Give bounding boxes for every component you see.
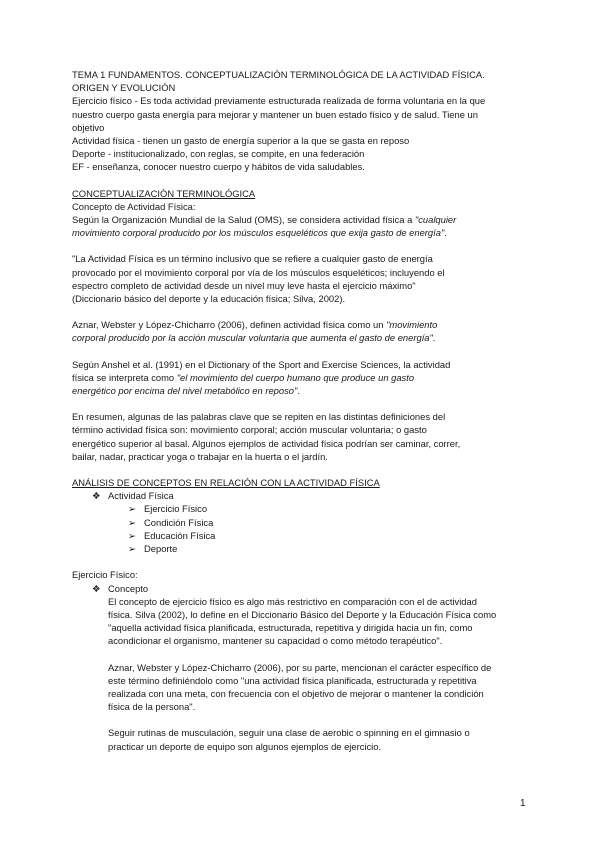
page-number: 1 xyxy=(520,798,526,809)
paragraph-line: practicar un deporte de equipo son algunos ejemplos de ejercicio. xyxy=(108,740,382,752)
document-page xyxy=(72,68,532,753)
intro-line: Ejercicio físico - Es toda actividad previamente estructurada realizada de forma voluntaria en la que xyxy=(72,95,486,107)
oms-definition-line: Según la Organización Mundial de la Salud (OMS), se considera actividad física a "cualquier xyxy=(72,214,457,226)
summary-line: término actividad física son: movimiento corporal; acción muscular voluntaria; o gasto xyxy=(72,424,427,436)
section-heading-conceptualizacion: CONCEPTUALIZACIÓN TERMINOLÓGICA xyxy=(72,187,256,199)
paragraph-line: física. Silva (2002), lo define en el Diccionario Básico del Deporte y la Educación Física como xyxy=(108,608,497,620)
diamond-bullet-icon: ❖ xyxy=(92,490,101,502)
document-subtitle: ORIGEN Y EVOLUCIÓN xyxy=(72,82,176,94)
concept-list xyxy=(72,489,532,555)
anshel-definition-line: Según Anshel et al. (1991) en el Dictionary of the Sport and Exercise Sciences, la actividad xyxy=(72,358,451,370)
summary-paragraph xyxy=(72,410,532,463)
anshel-definition-line: física se interpreta como "el movimiento del cuerpo humano que produce un gasto xyxy=(72,371,415,383)
list-item: ❖ Concepto xyxy=(92,582,149,594)
concept-heading: Concepto de Actividad Física: xyxy=(72,200,196,212)
quote-line: espectro completo de actividad desde un nivel muy leve hasta el ejercicio máximo" xyxy=(72,279,416,291)
concepto-paragraph xyxy=(72,661,532,714)
anshel-definition-line: energético por encima del nivel metabólico en reposo". xyxy=(72,385,300,397)
summary-line: bailar, nadar, practicar yoga o trabajar en la huerta o el jardín. xyxy=(72,450,328,462)
list-item: ➢ Educación Física xyxy=(128,529,216,541)
list-item: ➢ Ejercicio Físico xyxy=(128,503,208,515)
diamond-bullet-icon: ❖ xyxy=(92,582,101,594)
intro-line: Deporte - institucionalizado, con reglas, se compite, en una federación xyxy=(72,148,365,160)
arrow-bullet-icon: ➢ xyxy=(128,516,136,528)
aznar-definition-line: Aznar, Webster y López-Chicharro (2006), definen actividad física como un "movimiento xyxy=(72,319,438,331)
arrow-bullet-icon: ➢ xyxy=(128,543,136,555)
concepto-paragraph xyxy=(72,726,532,752)
ejercicio-list xyxy=(72,582,532,595)
summary-line: energético superior al basal. Algunos ejemplos de actividad física podrían ser caminar, correr, xyxy=(72,437,461,449)
quote-line: "La Actividad Física es un término inclusivo que se refiere a cualquier gasto de energía xyxy=(72,253,433,265)
intro-line: objetivo xyxy=(72,121,105,133)
paragraph-line: acondicionar el organismo, mantener su capacidad o como método terapéutico". xyxy=(108,635,443,647)
summary-line: En resumen, algunas de las palabras clave que se repiten en las distintas definiciones del xyxy=(72,411,446,423)
arrow-bullet-icon: ➢ xyxy=(128,529,136,541)
list-item: ➢ Deporte xyxy=(128,543,178,555)
quote-line: provocado por el movimiento corporal por vía de los músculos esqueléticos; incluyendo el xyxy=(72,266,445,278)
list-item: ➢ Condición Física xyxy=(128,516,214,528)
intro-line: Actividad física - tienen un gasto de energía superior a la que se gasta en reposo xyxy=(72,135,410,147)
section-heading-analisis: ANÁLISIS DE CONCEPTOS EN RELACIÓN CON LA ACTIVIDAD FÍSICA xyxy=(72,477,380,489)
paragraph-line: Aznar, Webster y López-Chicharro (2006), por su parte, mencionan el carácter específico de xyxy=(108,661,492,673)
intro-definitions xyxy=(72,94,532,173)
oms-definition-line: movimiento corporal producido por los músculos esqueléticos que exija gasto de energía". xyxy=(72,227,447,239)
ejercicio-heading: Ejercicio Físico: xyxy=(72,569,138,581)
paragraph-line: "aquella actividad física planificada, estructurada, repetitiva y dirigida hacia un fin, como xyxy=(108,622,473,634)
paragraph-line: física de la persona". xyxy=(108,701,196,713)
document-title: TEMA 1 FUNDAMENTOS. CONCEPTUALIZACIÓN TERMINOLÓGICA DE LA ACTIVIDAD FÍSICA. xyxy=(72,69,485,80)
paragraph-line: este término definiéndolo como "una actividad física planificada, estructurada y repetitiva xyxy=(108,674,477,686)
intro-line: nuestro cuerpo gasta energía para mejorar y mantener un buen estado físico y de salud. Tiene un xyxy=(72,108,478,120)
aznar-definition-line: corporal producido por la acción muscular voluntaria que aumenta el gasto de energía". xyxy=(72,332,436,344)
quote-line: (Diccionario básico del deporte y la educación física; Silva, 2002). xyxy=(72,293,346,305)
silva-quote xyxy=(72,252,532,305)
paragraph-line: Seguir rutinas de musculación, seguir una clase de aerobic o spinning en el gimnasio o xyxy=(108,727,470,739)
list-item: ❖ Actividad Física xyxy=(92,490,174,502)
arrow-bullet-icon: ➢ xyxy=(128,503,136,515)
intro-line: EF - enseñanza, conocer nuestro cuerpo y hábitos de vida saludables. xyxy=(72,161,365,173)
paragraph-line: realizada con una meta, con frecuencia con el objetivo de mejorar o mantener la condición xyxy=(108,687,484,699)
paragraph-line: El concepto de ejercicio físico es algo más restrictivo en comparación con el de actividad xyxy=(108,595,477,607)
concepto-paragraph xyxy=(72,595,532,648)
